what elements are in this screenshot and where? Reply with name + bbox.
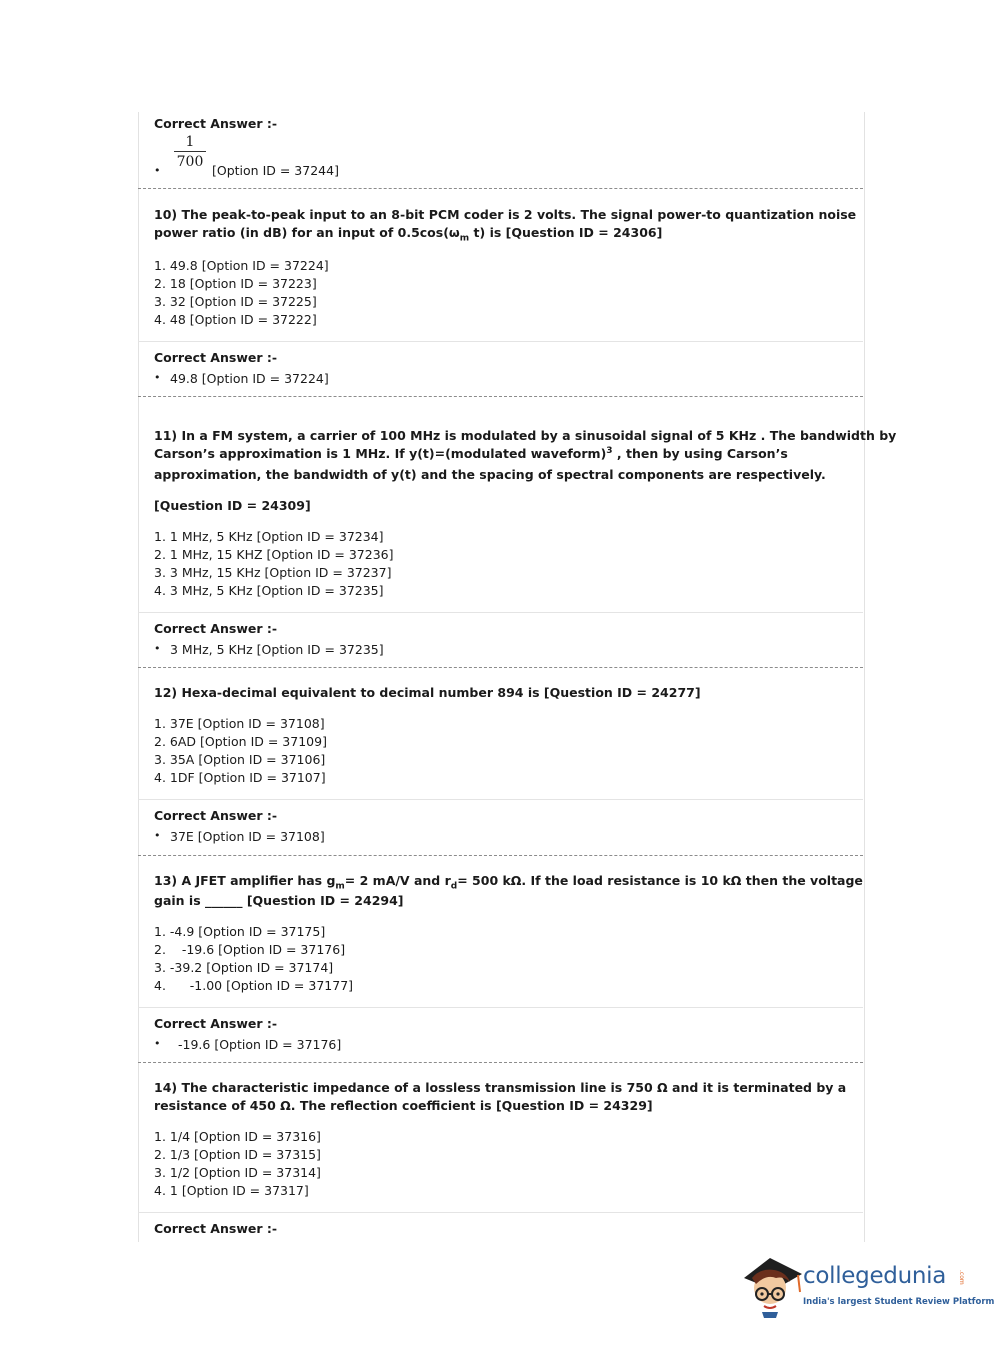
answer-divider bbox=[138, 799, 863, 800]
question-id: [Question ID = 24309] bbox=[154, 498, 311, 513]
correct-answer-label: Correct Answer :- bbox=[154, 116, 278, 131]
option-item: 2. -19.6 [Option ID = 37176] bbox=[154, 942, 346, 957]
question-13-text: 13) A JFET amplifier has $g_m= 2$ mA/V and $r_d= 500$ kΩ. If the load resistance is 10 kΩ then the voltage bbox=[154, 873, 863, 892]
correct-answer-value: -19.6 [Option ID = 37176] bbox=[178, 1037, 342, 1052]
question-divider bbox=[138, 396, 863, 397]
option-item: 1. 1 MHz, 5 KHz [Option ID = 37234] bbox=[154, 529, 384, 544]
answer-divider bbox=[138, 612, 863, 613]
bullet-icon: • bbox=[154, 164, 161, 177]
question-divider bbox=[138, 1062, 863, 1063]
correct-answer-label: Correct Answer :- bbox=[154, 1221, 278, 1236]
answer-fraction bbox=[174, 133, 206, 171]
option-item: 3. -39.2 [Option ID = 37174] bbox=[154, 960, 334, 975]
option-item: 1. 49.8 [Option ID = 37224] bbox=[154, 258, 329, 273]
option-item: 3. 1/2 [Option ID = 37314] bbox=[154, 1165, 321, 1180]
question-11-text-line3: approximation, the bandwidth of y(t) and the spacing of spectral components are respectively. bbox=[154, 467, 826, 482]
question-divider bbox=[138, 667, 863, 668]
option-item: 3. 3 MHz, 15 KHz [Option ID = 37237] bbox=[154, 565, 392, 580]
option-item: 3. 32 [Option ID = 37225] bbox=[154, 294, 317, 309]
mascot-icon bbox=[744, 1258, 802, 1318]
bullet-icon: • bbox=[154, 642, 161, 655]
option-item: 4. 1 [Option ID = 37317] bbox=[154, 1183, 309, 1198]
correct-answer-label: Correct Answer :- bbox=[154, 1016, 278, 1031]
correct-answer-label: Correct Answer :- bbox=[154, 808, 278, 823]
question-14-text: 14) The characteristic impedance of a lossless transmission line is 750 Ω and it is terminated by a bbox=[154, 1080, 847, 1095]
answer-divider bbox=[138, 341, 863, 342]
bullet-icon: • bbox=[154, 1037, 161, 1050]
bullet-icon: • bbox=[154, 829, 161, 842]
answer-divider bbox=[138, 1007, 863, 1008]
option-item: 4. 48 [Option ID = 37222] bbox=[154, 312, 317, 327]
option-item: 2. 18 [Option ID = 37223] bbox=[154, 276, 317, 291]
correct-answer-label: Correct Answer :- bbox=[154, 350, 278, 365]
option-item: 4. 1DF [Option ID = 37107] bbox=[154, 770, 326, 785]
option-item: 1. 37E [Option ID = 37108] bbox=[154, 716, 325, 731]
option-item: 4. -1.00 [Option ID = 37177] bbox=[154, 978, 354, 993]
option-item: 2. 1/3 [Option ID = 37315] bbox=[154, 1147, 321, 1162]
brand-tagline: India's largest Student Review Platform bbox=[803, 1297, 995, 1307]
option-item: 4. 3 MHz, 5 KHz [Option ID = 37235] bbox=[154, 583, 384, 598]
option-item: 1. -4.9 [Option ID = 37175] bbox=[154, 924, 326, 939]
question-13-text-line2: gain is ______ [Question ID = 24294] bbox=[154, 893, 404, 908]
option-item: 3. 35A [Option ID = 37106] bbox=[154, 752, 326, 767]
option-item: 2. 6AD [Option ID = 37109] bbox=[154, 734, 327, 749]
fraction-numerator: 1 bbox=[185, 134, 195, 150]
question-10-text: 10) The peak-to-peak input to an 8-bit PCM coder is 2 volts. The signal power-to quantization noise bbox=[154, 207, 857, 222]
question-divider bbox=[138, 188, 863, 189]
brand-suffix: .com bbox=[958, 1270, 965, 1285]
fraction-bar bbox=[174, 151, 206, 152]
correct-answer-value: 37E [Option ID = 37108] bbox=[170, 829, 325, 844]
question-14-text-line2: resistance of 450 Ω. The reflection coefficient is [Question ID = 24329] bbox=[154, 1098, 653, 1113]
question-10-text-line2: power ratio (in dB) for an input of $0.5\cos(\omega_m$ t) is [Question ID = 24306] bbox=[154, 225, 663, 244]
correct-answer-value: 49.8 [Option ID = 37224] bbox=[170, 371, 329, 386]
option-item: 2. 1 MHz, 15 KHZ [Option ID = 37236] bbox=[154, 547, 394, 562]
answer-option: [Option ID = 37244] bbox=[212, 163, 339, 178]
question-divider bbox=[138, 855, 863, 856]
bullet-icon: • bbox=[154, 371, 161, 384]
brand-name: collegedunia bbox=[803, 1263, 947, 1289]
correct-answer-value: 3 MHz, 5 KHz [Option ID = 37235] bbox=[170, 642, 384, 657]
fraction-denominator: 700 bbox=[176, 154, 204, 170]
option-item: 1. 1/4 [Option ID = 37316] bbox=[154, 1129, 321, 1144]
correct-answer-label: Correct Answer :- bbox=[154, 621, 278, 636]
answer-divider bbox=[138, 1212, 863, 1213]
question-11-text: 11) In a FM system, a carrier of 100 MHz is modulated by a sinusoidal signal of 5 KHz . The bandwidth by bbox=[154, 428, 897, 443]
question-11-text-line2: Carson’s approximation is 1 MHz. If y(t)=(modulated waveform)$^3$ , then by using Carson’s bbox=[154, 446, 788, 462]
question-12-text: 12) Hexa-decimal equivalent to decimal number 894 is [Question ID = 24277] bbox=[154, 685, 701, 700]
